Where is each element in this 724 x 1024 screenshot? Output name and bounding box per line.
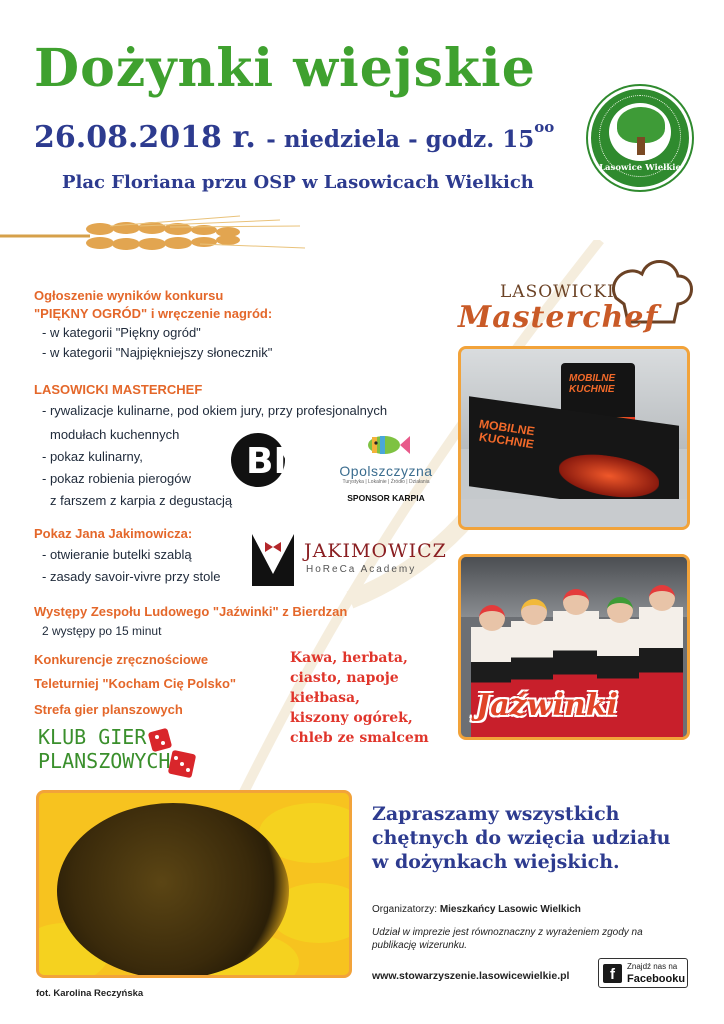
invite-line: w dożynkach wiejskich. xyxy=(372,851,620,873)
food-item: chleb ze smalcem xyxy=(290,730,429,746)
organizers-value: Mieszkańcy Lasowic Wielkich xyxy=(439,904,581,915)
jakimowicz-name: JAKIMOWICZ xyxy=(304,540,447,562)
contest-heading-2: "PIĘKNY OGRÓD" i wręczenie nagród: xyxy=(34,306,273,321)
masterchef-item: modułach kuchennych xyxy=(50,427,180,442)
club-line-1: KLUB GIER xyxy=(38,725,147,749)
bn-logo xyxy=(230,432,326,488)
jazwinki-label: Jaźwinki xyxy=(476,688,618,723)
folk-heading: Występy Zespołu Ludowego "Jaźwinki" z Bierdzan xyxy=(34,604,348,619)
sponsor-label: SPONSOR KARPIA xyxy=(347,493,425,503)
masterchef-item: - pokaz robienia pierogów xyxy=(42,471,191,486)
tuxedo-icon xyxy=(252,534,294,586)
invitation-text xyxy=(372,802,692,874)
fish-icon xyxy=(336,432,436,458)
contest-item: - w kategorii "Najpiękniejszy słonecznik" xyxy=(42,345,273,360)
club-line-2: PLANSZOWYCH xyxy=(38,749,171,773)
masterchef-top-label: LASOWICKI xyxy=(500,282,615,302)
extra-item: Strefa gier planszowych xyxy=(34,702,183,717)
facebook-label: Facebooku xyxy=(627,973,686,985)
food-item: Kawa, herbata, xyxy=(290,650,408,666)
website-link[interactable]: www.stowarzyszenie.lasowicewielkie.pl xyxy=(372,970,570,982)
jakimowicz-logo xyxy=(252,532,447,588)
facebook-button[interactable] xyxy=(598,958,688,988)
food-item: ciasto, napoje xyxy=(290,670,399,686)
food-item: kiełbasa, xyxy=(290,690,360,706)
page-title: Dożynki wiejskie xyxy=(34,38,536,99)
facebook-small-label: Znajdź nas na xyxy=(627,962,678,971)
counter-logo-text: MOBILNE KUCHNIE xyxy=(479,416,535,452)
wheat-ear-icon xyxy=(0,214,310,254)
photo-credit: fot. Karolina Reczyńska xyxy=(36,988,144,999)
masterchef-item: z farszem z karpia z degustacją xyxy=(50,493,233,508)
tree-trunk xyxy=(637,137,645,155)
lasowice-seal-logo xyxy=(588,86,692,190)
kitchen-banner-text: MOBILNE KUCHNIE xyxy=(569,373,616,395)
masterchef-main-label: Masterchef xyxy=(458,300,659,335)
jakimowicz-item: - zasady savoir-vivre przy stole xyxy=(42,569,221,584)
facebook-icon: f xyxy=(603,964,622,983)
horeca-tagline: HoReCa Academy xyxy=(306,564,417,575)
folk-detail: 2 występy po 15 minut xyxy=(42,624,162,638)
jakimowicz-heading: Pokaz Jana Jakimowicza: xyxy=(34,526,193,541)
opolszczyzna-name: Opolszczyzna xyxy=(339,463,433,479)
dice-icon xyxy=(148,726,198,780)
food-list xyxy=(290,648,429,748)
event-date: 26.08.2018 r. xyxy=(34,120,256,155)
extra-item: Teleturniej "Kocham Cię Polsko" xyxy=(34,676,237,691)
extra-item: Konkurencje zręcznościowe xyxy=(34,652,209,667)
organizers xyxy=(372,904,581,915)
masterchef-heading: LASOWICKI MASTERCHEF xyxy=(34,382,203,397)
contest-heading-1: Ogłoszenie wyników konkursu xyxy=(34,288,224,303)
consent-note: Udział w imprezie jest równoznaczny z wyrażeniem zgody na publikację wizerunku. xyxy=(372,927,643,951)
food-item: kiszony ogórek, xyxy=(290,710,413,726)
mobile-kitchen-photo xyxy=(458,346,690,530)
invite-line: Zapraszamy wszystkich xyxy=(372,803,620,825)
seal-name: Lasowice Wielkie xyxy=(599,163,681,173)
invite-line: chętnych do wzięcia udziału xyxy=(372,827,671,849)
event-day-time: - niedziela - godz. 15 xyxy=(266,126,535,153)
bn-logo-text: BN xyxy=(246,441,304,482)
sunflower-center xyxy=(57,803,289,978)
event-place: Plac Floriana przu OSP w Lasowicach Wielkich xyxy=(62,172,534,193)
sunflower-photo xyxy=(36,790,352,978)
masterchef-item: - pokaz kulinarny, xyxy=(42,449,143,464)
contest-item: - w kategorii "Piękny ogród" xyxy=(42,325,201,340)
event-hour-superscript: oo xyxy=(534,118,555,136)
masterchef-item: - rywalizacje kulinarne, pod okiem jury, przy profesjonalnych xyxy=(42,403,388,418)
opolszczyzna-tagline: Turystyka | Lokalnie | Źródło | Działania xyxy=(342,479,430,485)
event-date-time xyxy=(34,120,554,155)
jakimowicz-item: - otwieranie butelki szablą xyxy=(42,547,192,562)
opolszczyzna-logo xyxy=(336,432,436,504)
organizers-label: Organizatorzy: xyxy=(372,904,438,915)
